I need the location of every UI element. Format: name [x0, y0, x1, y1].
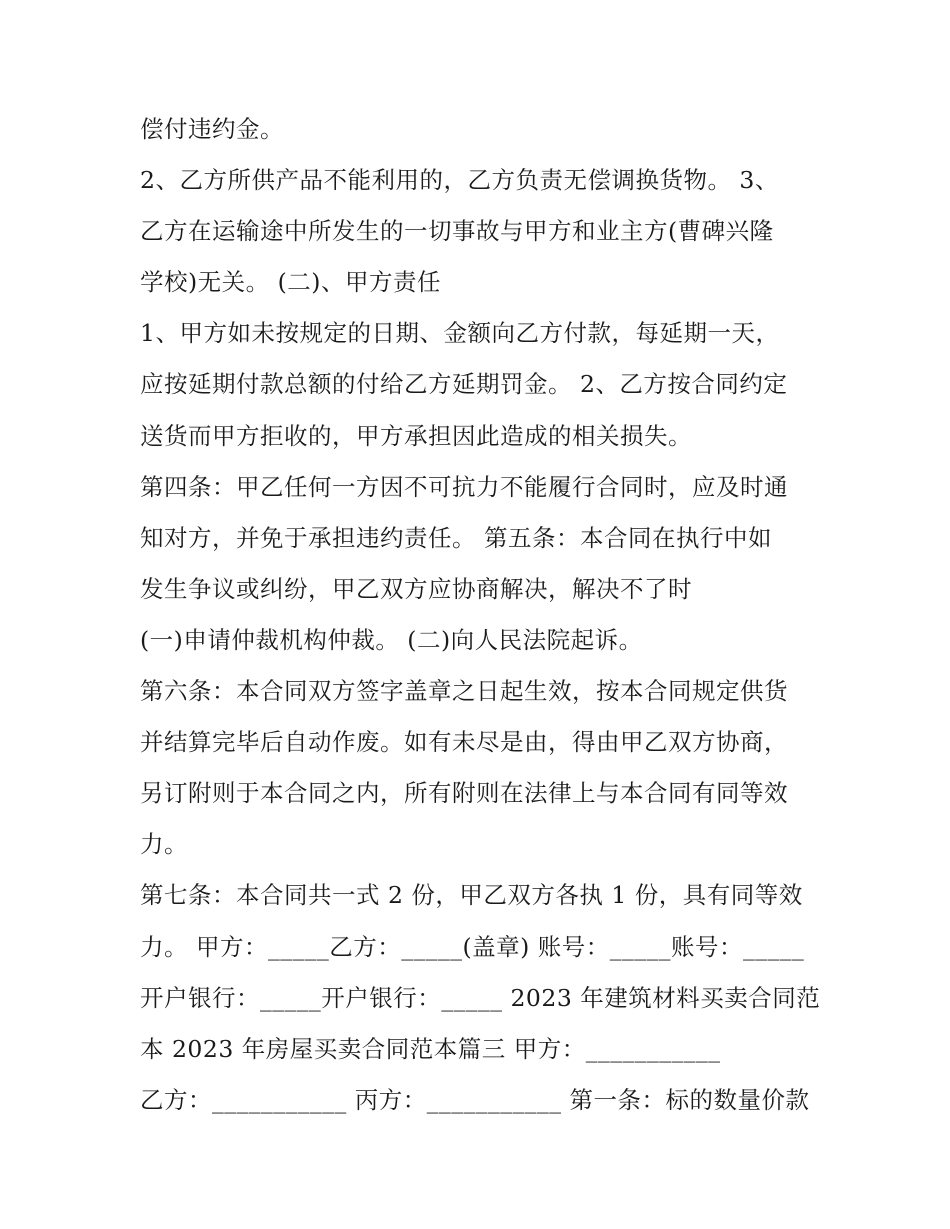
text-line: 第四条：甲乙任何一方因不可抗力不能履行合同时，应及时通: [140, 472, 788, 501]
text-line: 学校)无关。 (二)、甲方责任: [140, 268, 441, 297]
text-line: 偿付违约金。: [140, 115, 284, 143]
text-line: 第六条：本合同双方签字盖章之日起生效，按本合同规定供货: [140, 677, 788, 706]
contract-text-body: [140, 104, 830, 1126]
text-line: 知对方，并免于承担违约责任。 第五条：本合同在执行中如: [140, 523, 772, 552]
text-line: 发生争议或纠纷，甲乙双方应协商解决，解决不了时: [140, 574, 692, 603]
text-line: 2、乙方所供产品不能利用的，乙方负责无偿调换货物。 3、: [140, 166, 779, 195]
text-line: 应按延期付款总额的付给乙方延期罚金。 2、乙方按合同约定: [140, 370, 788, 399]
text-line: 力。 甲方：_____乙方：_____(盖章) 账号：_____账号：_____: [140, 932, 805, 961]
text-line: 第七条：本合同共一式 2 份，甲乙双方各执 1 份，具有同等效: [140, 881, 803, 910]
text-line: 另订附则于本合同之内，所有附则在法律上与本合同有同等效: [140, 779, 788, 808]
text-line: (一)申请仲裁机构仲裁。 (二)向人民法院起诉。: [140, 625, 643, 654]
text-line: 本 2023 年房屋买卖合同范本篇三 甲方：___________: [140, 1034, 721, 1063]
text-line: 力。: [140, 830, 188, 859]
text-line: 乙方在运输途中所发生的一切事故与甲方和业主方(曹碑兴隆: [140, 217, 774, 246]
text-line: 乙方：___________ 丙方：___________ 第一条：标的数量价款: [140, 1085, 810, 1114]
text-line: 送货而甲方拒收的，甲方承担因此造成的相关损失。: [140, 421, 692, 450]
text-line: 并结算完毕后自动作废。如有未尽是由，得由甲乙双方协商，: [140, 728, 788, 757]
text-line: 1、甲方如未按规定的日期、金额向乙方付款，每延期一天，: [140, 319, 780, 348]
text-line: 开户银行：_____开户银行：_____ 2023 年建筑材料买卖合同范: [140, 983, 821, 1012]
